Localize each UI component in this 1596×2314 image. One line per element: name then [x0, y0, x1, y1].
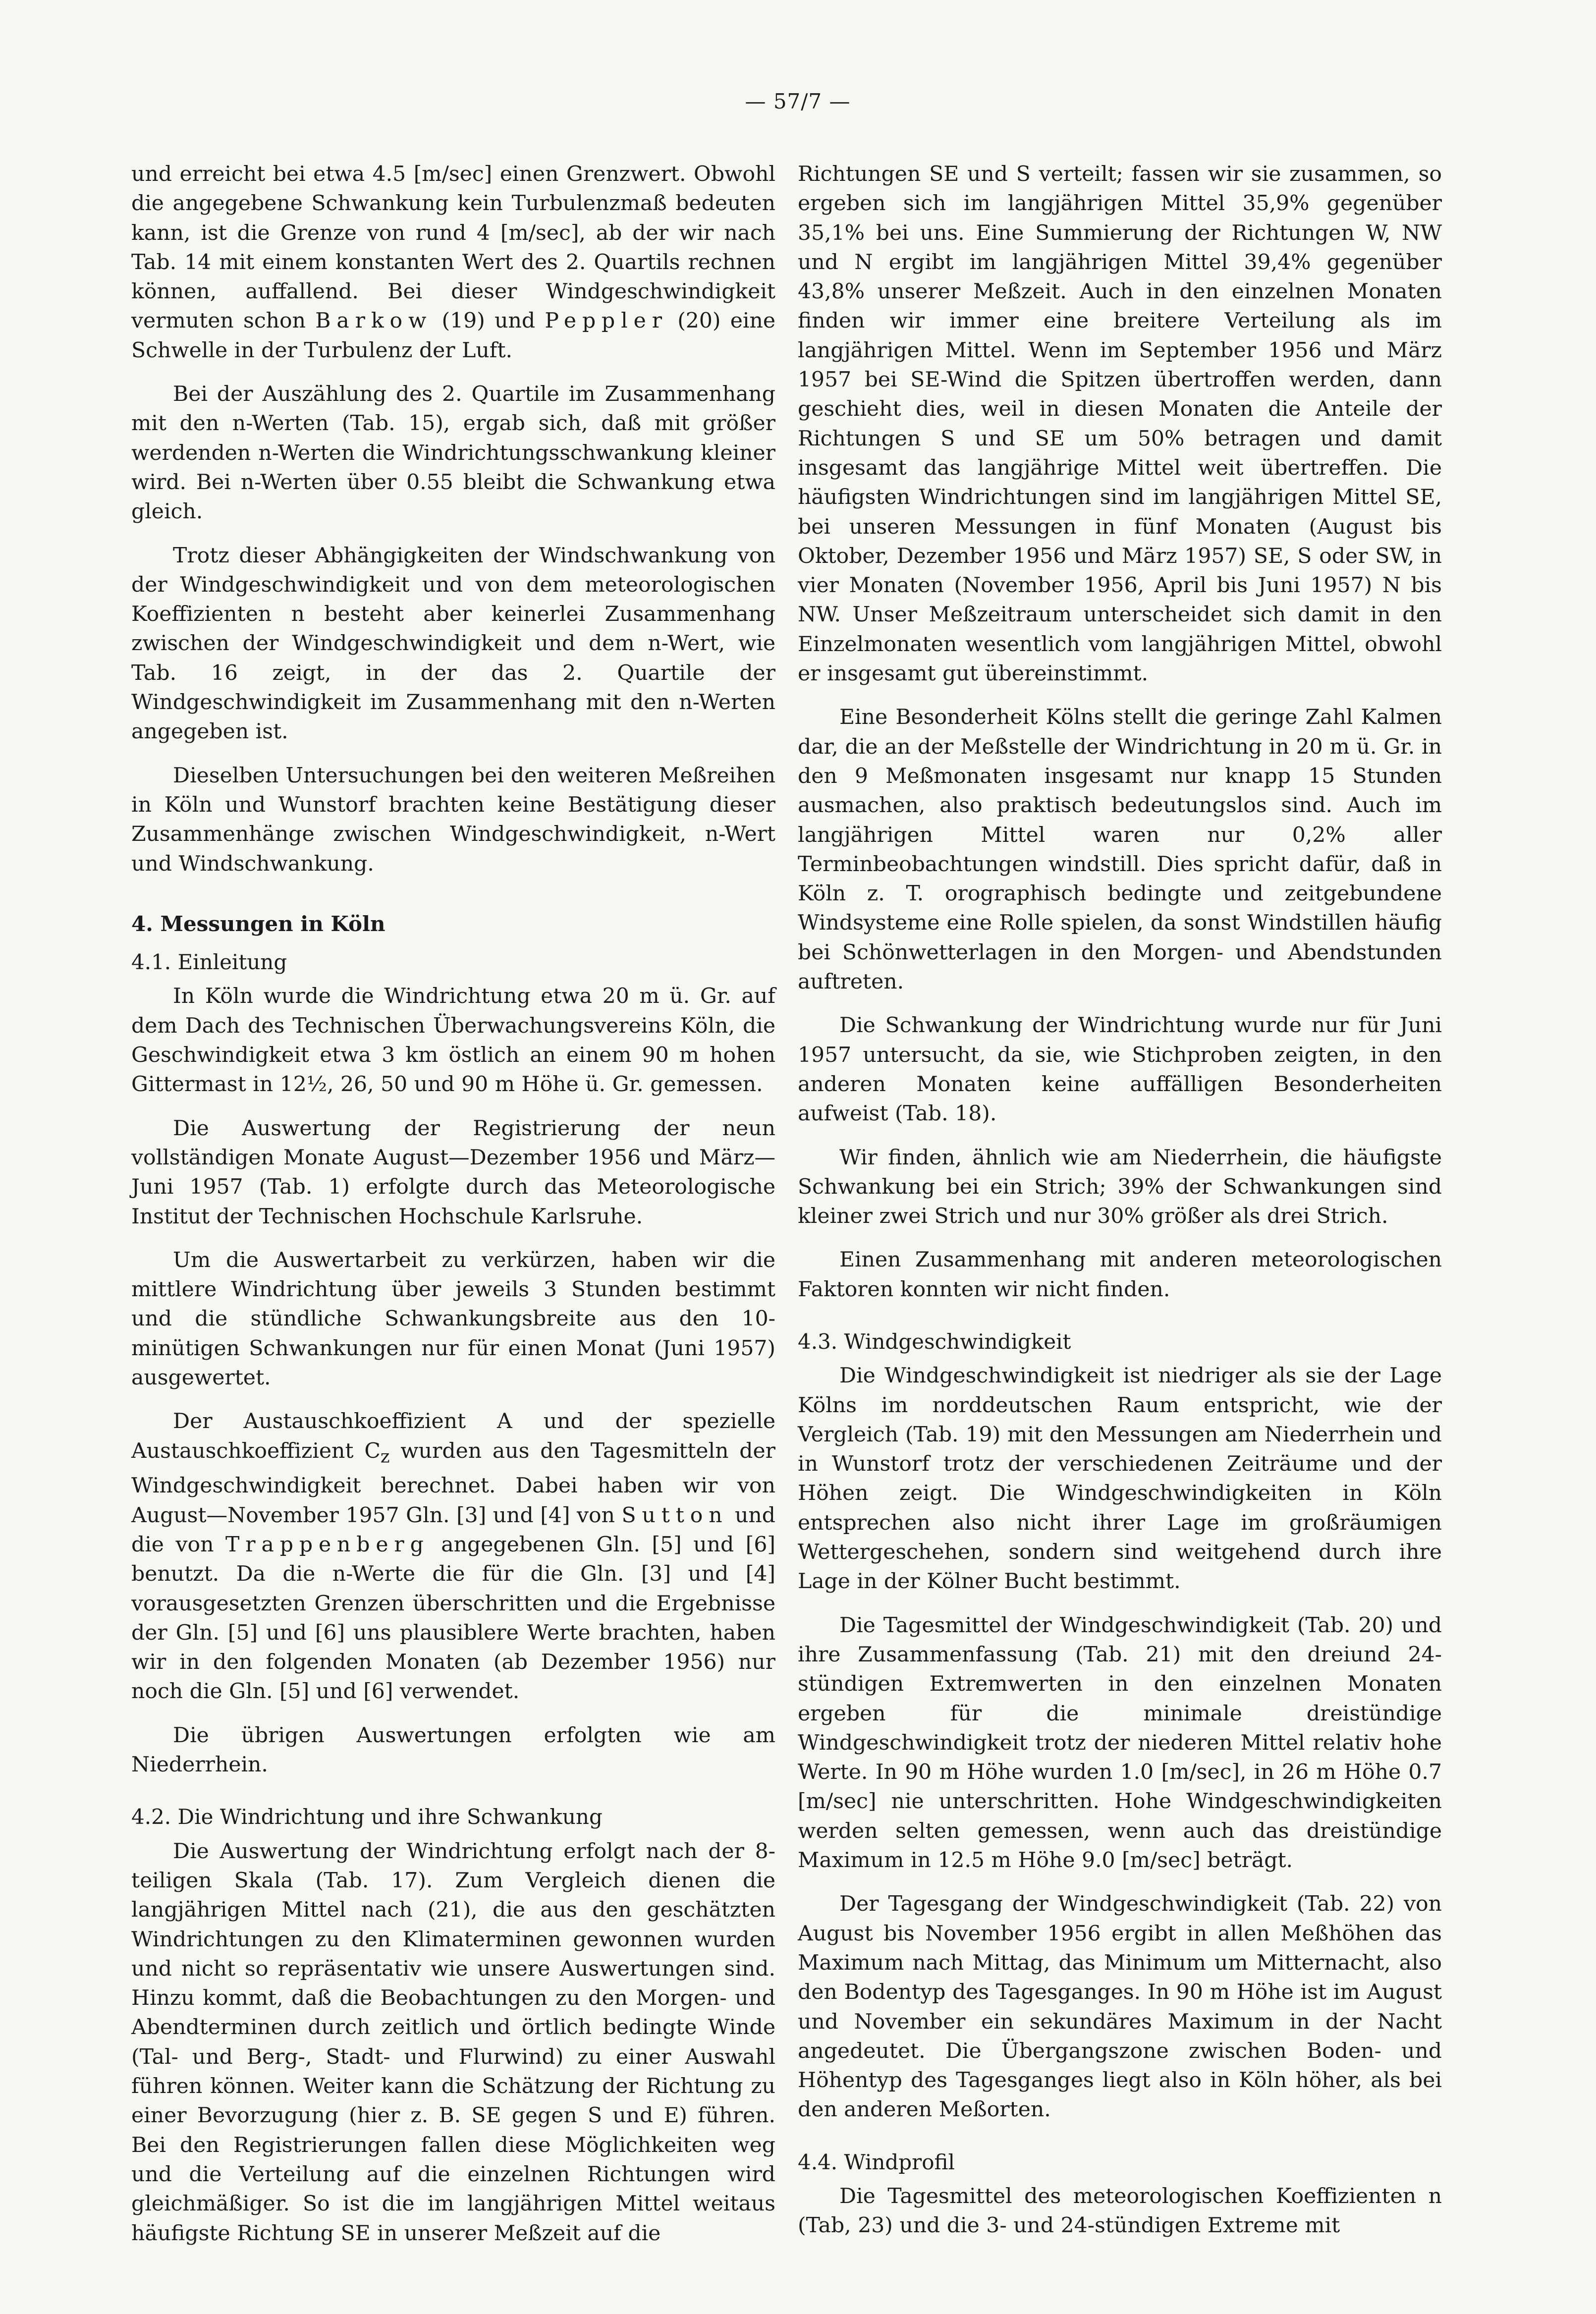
paragraph-kalmen: Eine Besonderheit Kölns stellt die geringe Zahl Kalmen dar, die an der Meßstelle der Windrichtung in 20 m ü. Gr. in den 9 Meßmonaten insgesamt nur knapp 15 Stunden ausmachen, also praktisch bedeutungslos sind. Auch im langjährigen Mittel waren nur 0,2% aller Terminbeobachtungen windstill. Dies spricht dafür, daß in Köln z. T. orographisch bedingte und zeitgebundene Windsysteme eine Rolle spielen, da sonst Windstillen häufig bei Schönwetterlagen in den Morgen- und Abendstunden auftreten. — [798, 705, 1442, 994]
author-sutton: Sutton — [621, 1503, 728, 1528]
paragraph-abhaengigkeiten: Trotz dieser Abhängigkeiten der Windschwankung von der Windgeschwindigkeit und von dem meteorologischen Koeffizienten n besteht aber keinerlei Zusammenhang zwischen der Windgeschwindigkeit und dem n-Wert, wie Tab. 16 zeigt, in der das 2. Quartile der Windgeschwindigkeit im Zusammenhang mit den n-Werten angegeben ist. — [131, 543, 775, 744]
paragraph-uebrige-auswertungen: Die übrigen Auswertungen erfolgten wie am Niederrhein. — [131, 1723, 775, 1777]
paragraph-text: Der Austauschkoeffizient A und der spezielle Austauschkoeffizient C — [131, 1409, 775, 1463]
subsection-heading-windprofil: 4.4. Windprofil — [798, 2149, 955, 2174]
paragraph-text: und erreicht bei etwa 4.5 [m/sec] einen Grenzwert. Obwohl die angegebene Schwankung kein Turbulenzmaß bedeuten kann, ist die Grenze von rund 4 [m/sec], ab der wir nach Tab. 14 mit einem konstanten Wert des 2. Quartils rechnen können, auffallend. Bei dieser Windgeschwindigkeit vermuten schon — [131, 162, 775, 333]
paragraph-text: (20) eine Schwelle in der Turbulenz der Luft. — [131, 309, 775, 363]
author-peppler: Peppler — [545, 309, 668, 333]
subsection-heading-einleitung: 4.1. Einleitung — [131, 950, 287, 975]
paragraph-tagesmittel: Die Tagesmittel der Windgeschwindigkeit (Tab. 20) und ihre Zusammenfassung (Tab. 21) mit den dreiund 24-stündigen Extremwerten in den einzelnen Monaten ergeben für die minimale dreistündige Windgeschwindigkeit trotz der niederen Mittel relativ hohe Werte. In 90 m Höhe wurden 1.0 [m/sec], in 26 m Höhe 0.7 [m/sec] nie unterschritten. Hohe Windgeschwindigkeiten werden selten gemessen, wenn auch das dreistündige Maximum in 12.5 m Höhe 9.0 [m/sec] beträgt. — [798, 1613, 1442, 1873]
paragraph-weitere-messreihen: Dieselben Untersuchungen bei den weiteren Meßreihen in Köln und Wunstorf brachten keine Bestätigung dieser Zusammenhänge zwischen Windgeschwindigkeit, n-Wert und Windschwankung. — [131, 763, 775, 876]
paragraph-text: wurden aus den Tagesmitteln der Windgeschwindigkeit berechnet. Dabei haben wir von August—November 1957 Gln. [3] und [4] von — [131, 1438, 775, 1528]
paragraph-austauschkoeffizient — [131, 1407, 775, 1706]
paragraph-schwankung-windrichtung: Die Schwankung der Windrichtung wurde nur für Juni 1957 untersucht, da sie, wie Stichproben zeigten, in den anderen Monaten keine auffälligen Besonderheiten aufweist (Tab. 18). — [798, 1013, 1442, 1126]
author-barkow: Barkow — [315, 309, 433, 333]
paragraph-text: (19) und — [432, 309, 545, 333]
subscript: z — [380, 1446, 390, 1467]
paragraph-tagesgang: Der Tagesgang der Windgeschwindigkeit (Tab. 22) von August bis November 1956 ergibt in allen Meßhöhen das Maximum nach Mittag, das Minimum um Mitternacht, also den Bodentyp des Tagesganges. In 90 m Höhe ist im August und November ein sekundäres Maximum in der Nacht angedeutet. Die Übergangszone zwischen Boden- und Höhentyp des Tagesganges liegt also in Köln höher, als bei den anderen Meßorten. — [798, 1892, 1442, 2122]
right-column — [798, 160, 1442, 2255]
subsection-heading-windgeschwindigkeit: 4.3. Windgeschwindigkeit — [798, 1329, 1071, 1354]
paragraph-zusammenhang-faktoren: Einen Zusammenhang mit anderen meteorologischen Faktoren konnten wir nicht finden. — [798, 1248, 1442, 1302]
paragraph-haeufigste-schwankung: Wir finden, ähnlich wie am Niederrhein, die häufigste Schwankung bei ein Strich; 39% der Schwankungen sind kleiner zwei Strich und nur 30% größer als drei Strich. — [798, 1145, 1442, 1229]
paragraph-auswertarbeit: Um die Auswertarbeit zu verkürzen, haben wir die mittlere Windrichtung über jeweils 3 Stunden bestimmt und die stündliche Schwankungsbreite aus den 10-minütigen Schwankungen nur für einen Monat (Juni 1957) ausgewertet. — [131, 1248, 775, 1390]
paragraph-text: angegebenen Gln. [5] und [6] benutzt. Da die n-Werte die für die Gln. [3] und [4] vorausgesetzten Grenzen überschritten und die Ergebnisse der Gln. [5] und [6] uns plausiblere Werte brachten, haben wir in den folgenden Monaten (ab Dezember 1956) nur noch die Gln. [5] und [6] verwendet. — [131, 1532, 775, 1704]
paragraph-richtungen-verteilt: Richtungen SE und S verteilt; fassen wir sie zusammen, so ergeben sich im langjährigen Mittel 35,9% gegenüber 35,1% bei uns. Eine Summierung der Richtungen W, NW und N ergibt im langjährigen Mittel 39,4% gegenüber 43,8% unserer Meßzeit. Auch in den einzelnen Monaten finden wir immer eine breitere Verteilung als im langjährigen Mittel. Wenn im September 1956 und März 1957 bei SE-Wind die Spitzen übertroffen werden, dann geschieht dies, weil in diesen Monaten die Anteile der Richtungen S und SE um 50% betragen und damit insgesamt das langjährige Mittel weit übertreffen. Die häufigsten Windrichtungen sind im langjährigen Mittel SE, bei unseren Messungen in fünf Monaten (August bis Oktober, Dezember 1956 und März 1957) SE, S oder SW, in vier Monaten (November 1956, April bis Juni 1957) N bis NW. Unser Meßzeitraum unterscheidet sich damit in den Einzelmonaten wesentlich vom langjährigen Mittel, obwohl er insgesamt gut übereinstimmt. — [798, 162, 1442, 686]
page-number: — 57/7 — — [745, 89, 851, 113]
author-trappenberg: Trappenberg — [225, 1532, 430, 1557]
subsection-heading-windrichtung: 4.2. Die Windrichtung und ihre Schwankung — [131, 1805, 603, 1829]
paragraph-quartile-n-werte: Bei der Auszählung des 2. Quartile im Zusammenhang mit den n-Werten (Tab. 15), ergab sich, daß mit größer werdenden n-Werten die Windrichtungsschwankung kleiner wird. Bei n-Werten über 0.55 bleibt die Schwankung etwa gleich. — [131, 382, 775, 524]
paragraph-windgeschwindigkeit-grenzwert — [131, 160, 775, 365]
paragraph-windprofil: Die Tagesmittel des meteorologischen Koeffizienten n (Tab, 23) und die 3- und 24-stündigen Extreme mit — [798, 2184, 1442, 2238]
paragraph-auswertung-registrierung: Die Auswertung der Registrierung der neun vollständigen Monate August—Dezember 1956 und März—Juni 1957 (Tab. 1) erfolgte durch das Meteorologische Institut der Technischen Hochschule Karlsruhe. — [131, 1116, 775, 1229]
paragraph-text: und die von — [131, 1503, 775, 1557]
paragraph-windgeschwindigkeit-niedriger: Die Windgeschwindigkeit ist niedriger als sie der Lage Kölns im norddeutschen Raum entspricht, wie der Vergleich (Tab. 19) mit den Messungen am Niederrhein und in Wunstorf trotz der verschiedenen Zeiträume und der Höhen zeigt. Die Windgeschwindigkeiten in Köln entsprechen also nicht ihrer Lage im großräumigen Wettergeschehen, sondern sind weitgehend durch ihre Lage in der Kölner Bucht bestimmt. — [798, 1364, 1442, 1594]
paragraph-einleitung: In Köln wurde die Windrichtung etwa 20 m ü. Gr. auf dem Dach des Technischen Überwachungsvereins Köln, die Geschwindigkeit etwa 3 km östlich an einem 90 m hohen Gittermast in 12½, 26, 50 und 90 m Höhe ü. Gr. gemessen. — [131, 984, 775, 1097]
section-heading-messungen-koeln: 4. Messungen in Köln — [131, 911, 385, 936]
left-column — [131, 160, 775, 2262]
paragraph-auswertung-windrichtung: Die Auswertung der Windrichtung erfolgt nach der 8-teiligen Skala (Tab. 17). Zum Vergleich dienen die langjährigen Mittel nach (21), die aus den geschätzten Windrichtungen zu den Klimaterminen gewonnen wurden und nicht so repräsentativ wie unsere Auswertungen sind. Hinzu kommt, daß die Beobachtungen zu den Morgen- und Abendterminen durch zeitlich und örtlich bedingte Winde (Tal- und Berg-, Stadt- und Flurwind) zu einer Auswahl führen können. Weiter kann die Schätzung der Richtung zu einer Bevorzugung (hier z. B. SE gegen S und E) führen. Bei den Registrierungen fallen diese Möglichkeiten weg und die Verteilung auf die einzelnen Richtungen wird gleichmäßiger. So ist die im langjährigen Mittel weitaus häufigste Richtung SE in unserer Meßzeit auf die — [131, 1839, 775, 2246]
